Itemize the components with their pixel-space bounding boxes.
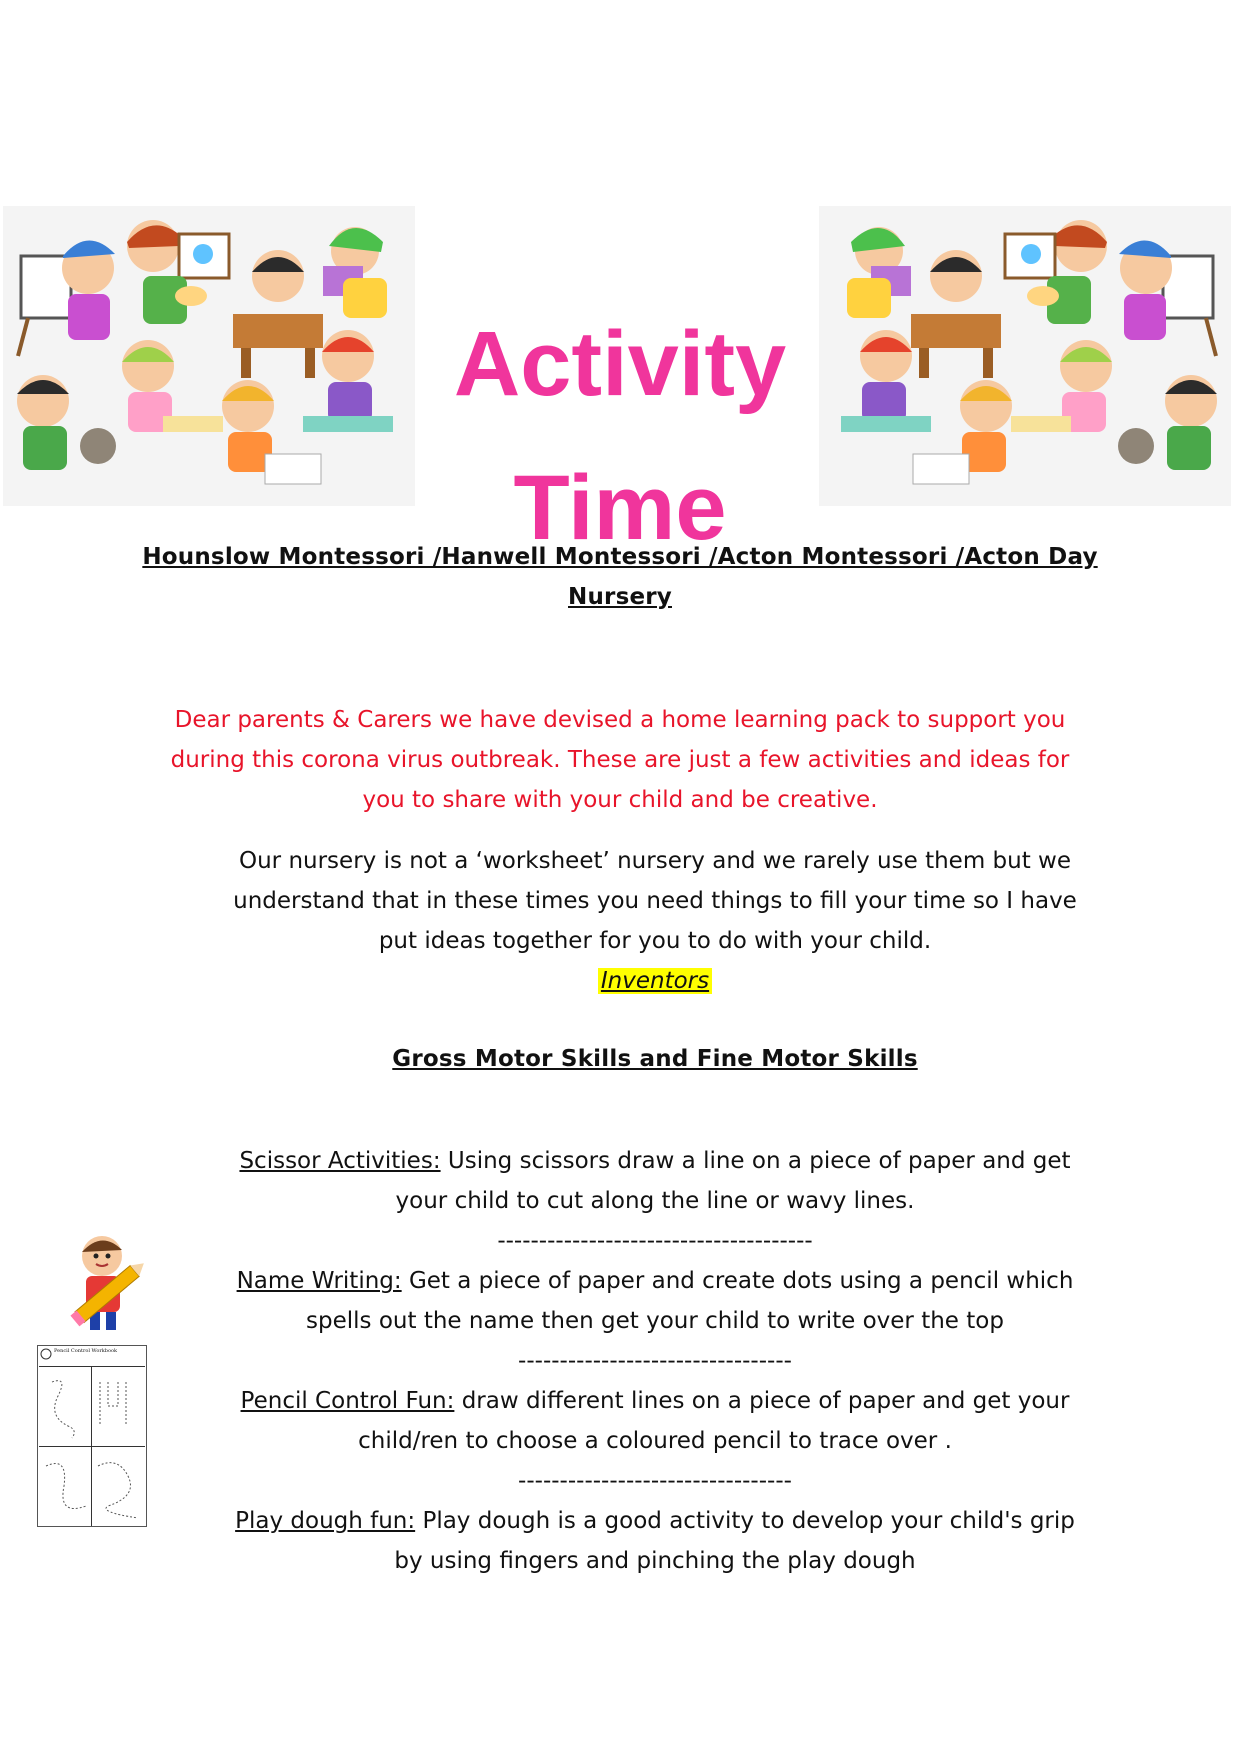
activity-text: draw different lines on a piece of paper and get your	[454, 1388, 1070, 1414]
pencil-control-worksheet-thumbnail	[37, 1345, 147, 1527]
activity-text: Play dough is a good activity to develop your child's grip	[415, 1508, 1075, 1534]
nurseries-heading-line-1: Hounslow Montessori /Hanwell Montessori /Acton Montessori /Acton Day	[142, 544, 1098, 570]
note-line-1: Our nursery is not a ‘worksheet’ nursery and we rarely use them but we	[239, 848, 1071, 874]
intro-line-3: you to share with your child and be creative.	[362, 787, 878, 813]
activity-label: Name Writing:	[236, 1268, 402, 1294]
activity-play-dough	[170, 1501, 1140, 1541]
activity-name-writing	[170, 1261, 1140, 1301]
separator: --------------------------------------	[497, 1228, 813, 1254]
boy-with-pencil-icon	[60, 1230, 155, 1335]
nurseries-heading-line-2: Nursery	[568, 584, 672, 610]
activity-pencil-control	[170, 1381, 1140, 1421]
activity-scissor	[170, 1141, 1140, 1181]
theme-highlight: Inventors	[598, 968, 712, 994]
activity-label: Scissor Activities:	[239, 1148, 441, 1174]
separator: ---------------------------------	[518, 1348, 792, 1374]
activity-text: Get a piece of paper and create dots using a pencil which	[401, 1268, 1074, 1294]
activities-list	[170, 1141, 1140, 1581]
note-line-2: understand that in these times you need things to fill your time so I have	[233, 888, 1077, 914]
activity-label: Play dough fun:	[235, 1508, 416, 1534]
activity-text: Using scissors draw a line on a piece of paper and get	[440, 1148, 1071, 1174]
separator: ---------------------------------	[518, 1468, 792, 1494]
intro-line-1: Dear parents & Carers we have devised a home learning pack to support you	[174, 707, 1066, 733]
title-line-2: Time	[513, 457, 727, 559]
right-illustration	[819, 206, 1231, 506]
left-illustration	[3, 206, 415, 506]
title-line-1: Activity	[453, 313, 787, 415]
intro-paragraph	[100, 700, 1140, 820]
activity-text-line-2: your child to cut along the line or wavy lines.	[395, 1188, 915, 1214]
intro-line-2: during this corona virus outbreak. These are just a few activities and ideas for	[170, 747, 1070, 773]
activity-text-line-2: spells out the name then get your child to write over the top	[306, 1308, 1004, 1334]
section-heading: Gross Motor Skills and Fine Motor Skills	[392, 1046, 918, 1072]
note-paragraph	[170, 841, 1140, 1001]
activity-text-line-2: child/ren to choose a coloured pencil to trace over .	[358, 1428, 952, 1454]
note-line-3: put ideas together for you to do with your child.	[378, 928, 932, 954]
worksheet-title: Pencil Control Workbook	[54, 1348, 118, 1354]
activity-text-line-2: by using fingers and pinching the play dough	[394, 1548, 916, 1574]
activity-label: Pencil Control Fun:	[240, 1388, 455, 1414]
